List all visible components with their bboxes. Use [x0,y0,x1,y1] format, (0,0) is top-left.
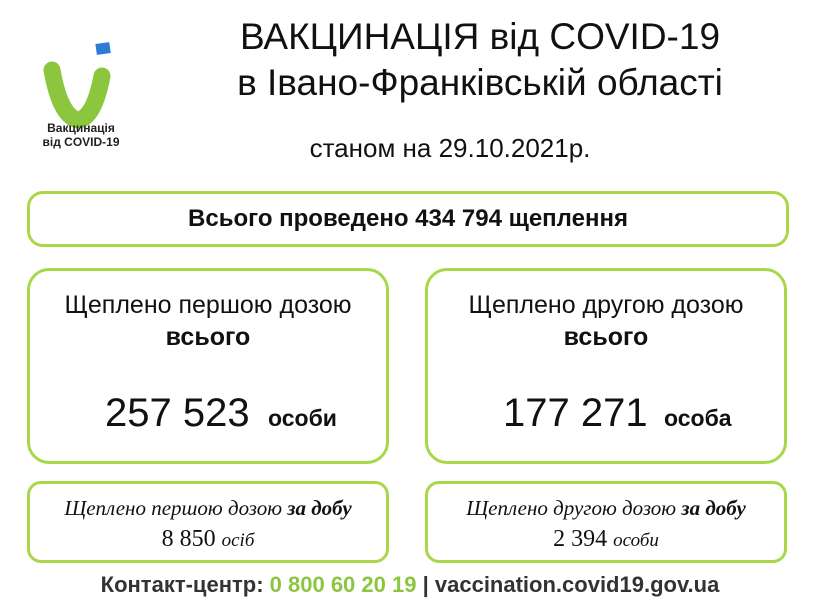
first-dose-daily-box [27,481,389,563]
report-date: станом на 29.10.2021р. [309,133,591,163]
title-line2: в Івано-Франківській області [237,62,723,103]
first-daily-label-bold: за добу [287,496,352,520]
second-daily-label-bold: за добу [681,496,746,520]
second-dose-daily-box [425,481,787,563]
title-line1: ВАКЦИНАЦІЯ від COVID-19 [239,16,721,57]
first-daily-label: Щеплено першою дозою [64,496,283,520]
footer-separator: | [422,572,429,597]
logo-caption-line2: від COVID-19 [42,135,120,149]
first-daily-unit: осіб [221,530,255,551]
website-link[interactable]: vaccination.covid19.gov.ua [434,572,720,597]
first-dose-label-bold: всього [165,323,251,351]
first-daily-value-line [30,526,386,553]
second-daily-value: 2 394 [553,526,608,552]
first-dose-unit: особи [268,405,337,431]
first-dose-label: Щеплено першою дозою [64,291,352,319]
first-daily-label-line [30,496,386,521]
total-vaccinations-box [27,191,789,247]
contact-footer [0,572,820,598]
second-dose-total-box [425,268,787,464]
second-daily-value-line [428,526,784,553]
second-dose-label-bold: всього [563,323,649,351]
logo-caption [14,121,148,149]
footer-prefix: Контакт-центр: [100,572,264,597]
second-daily-unit: особи [613,530,659,551]
logo-caption-line1: Вакцинація [47,121,115,135]
second-dose-unit: особа [664,405,732,431]
first-dose-total-box [27,268,389,464]
page-title [150,14,810,106]
total-vaccinations-text: Всього проведено 434 794 щеплення [188,205,628,232]
first-daily-value: 8 850 [161,526,216,552]
second-daily-label: Щеплено другою дозою [466,496,677,520]
hotline-phone[interactable]: 0 800 60 20 19 [269,572,417,597]
second-daily-label-line [428,496,784,521]
second-dose-value: 177 271 [503,391,648,435]
first-dose-value: 257 523 [105,391,250,435]
second-dose-label: Щеплено другою дозою [468,291,744,319]
